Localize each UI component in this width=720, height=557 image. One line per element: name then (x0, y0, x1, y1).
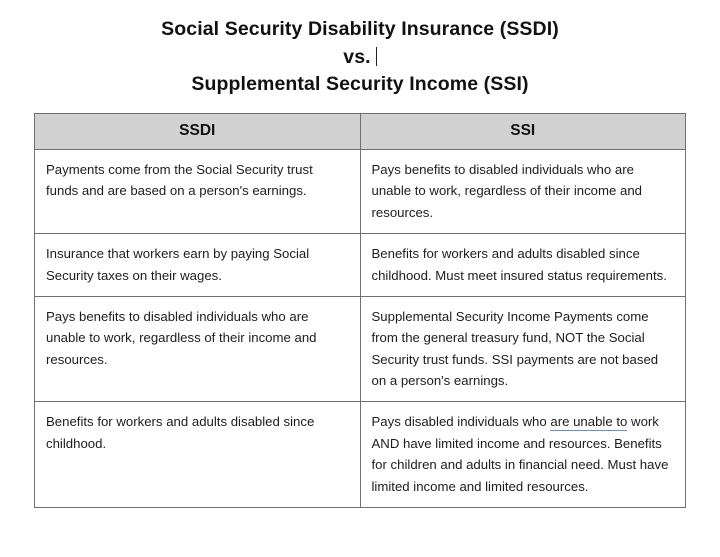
cell-ssdi-2: Insurance that workers earn by paying Social Security taxes on their wages. (35, 234, 361, 297)
comparison-table (34, 113, 686, 508)
cell-ssi-4-part1: Pays disabled individuals who (371, 414, 551, 430)
column-header-ssi: SSI (360, 114, 686, 150)
cell-ssdi-1: Payments come from the Social Security trust funds and are based on a person's earnings. (35, 150, 361, 234)
text-cursor (376, 47, 377, 66)
table-header-row (35, 114, 686, 150)
cell-ssdi-3: Pays benefits to disabled individuals who are unable to work, regardless of their income and resources. (35, 296, 361, 402)
cell-ssi-4-part2: work AND have limited income and resources. Benefits for children and adults in financial need. Must have limited income and limited resources. (371, 414, 669, 494)
title-line-1: Social Security Disability Insurance (SSDI) (161, 18, 559, 40)
cell-ssi-4-underlined: are unable to (550, 414, 628, 430)
table-row (35, 402, 686, 508)
cell-ssi-4 (360, 402, 686, 508)
table-row (35, 150, 686, 234)
title-line-2 (34, 44, 686, 72)
cell-ssi-3: Supplemental Security Income Payments come from the general treasury fund, NOT the Social Security trust funds. SSI payments are not based on a person's earnings. (360, 296, 686, 402)
cell-ssi-1: Pays benefits to disabled individuals who are unable to work, regardless of their income and resources. (360, 150, 686, 234)
document-title (34, 16, 686, 99)
cell-ssdi-4: Benefits for workers and adults disabled since childhood. (35, 402, 361, 508)
cell-ssi-2: Benefits for workers and adults disabled since childhood. Must meet insured status requirements. (360, 234, 686, 297)
table-row (35, 296, 686, 402)
title-line-2-text: vs. (343, 45, 371, 68)
title-line-3: Supplemental Security Income (SSI) (191, 73, 529, 96)
column-header-ssdi: SSDI (35, 114, 361, 150)
table-row (35, 234, 686, 297)
